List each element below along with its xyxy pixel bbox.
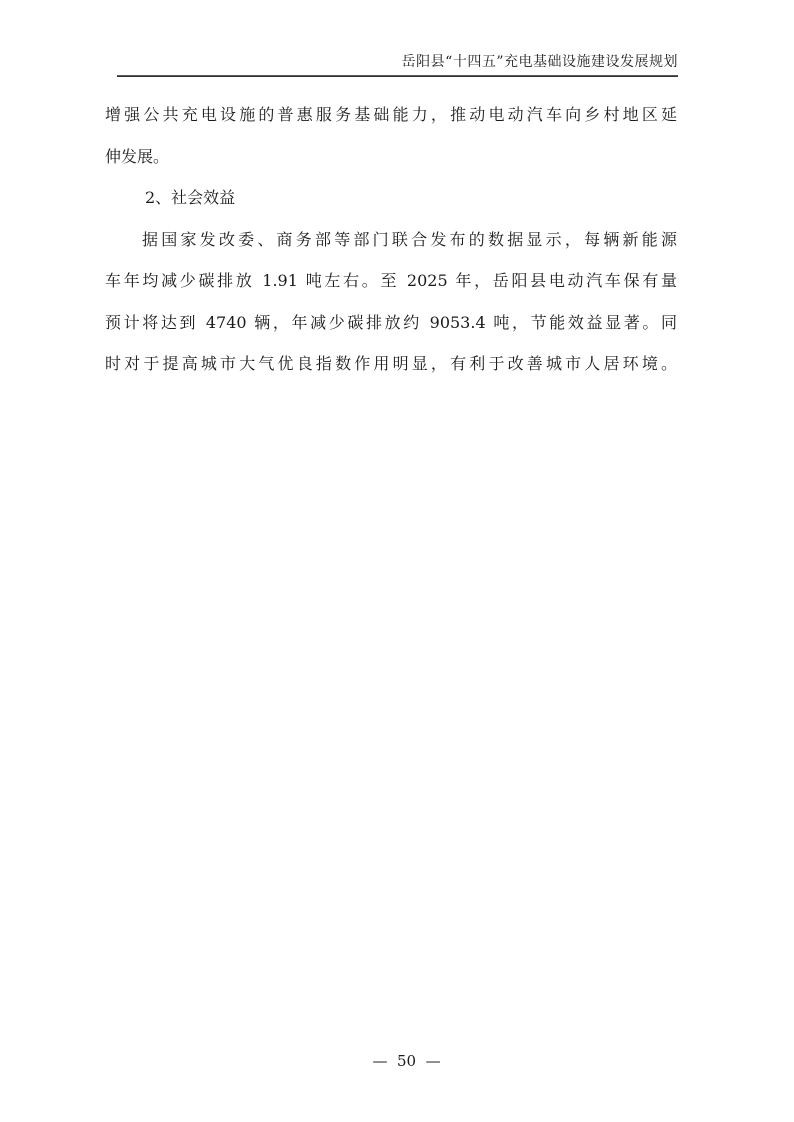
paragraph-line: 预计将达到 4740 辆，年减少碳排放约 9053.4 吨，节能效益显著。同 xyxy=(105,312,677,332)
page-footer xyxy=(0,1031,794,1091)
paragraph-line: 时对于提高城市大气优良指数作用明显，有利于改善城市人居环境。 xyxy=(105,354,677,373)
document-body xyxy=(105,94,677,385)
section-heading: 2、社会效益 xyxy=(145,188,236,207)
paragraph-line: 伸发展。 xyxy=(105,146,170,166)
header-rule xyxy=(117,75,678,77)
header-title: 岳阳县“十四五”充电基础设施建设发展规划 xyxy=(401,54,678,70)
paragraph-line: 据国家发改委、商务部等部门联合发布的数据显示，每辆新能源 xyxy=(142,229,677,249)
paragraph-line: 车年均减少碳排放 1.91 吨左右。至 2025 年，岳阳县电动汽车保有量 xyxy=(105,271,677,290)
page-number: — 50 — xyxy=(372,1052,441,1070)
paragraph-line: 增强公共充电设施的普惠服务基础能力，推动电动汽车向乡村地区延 xyxy=(105,105,677,124)
